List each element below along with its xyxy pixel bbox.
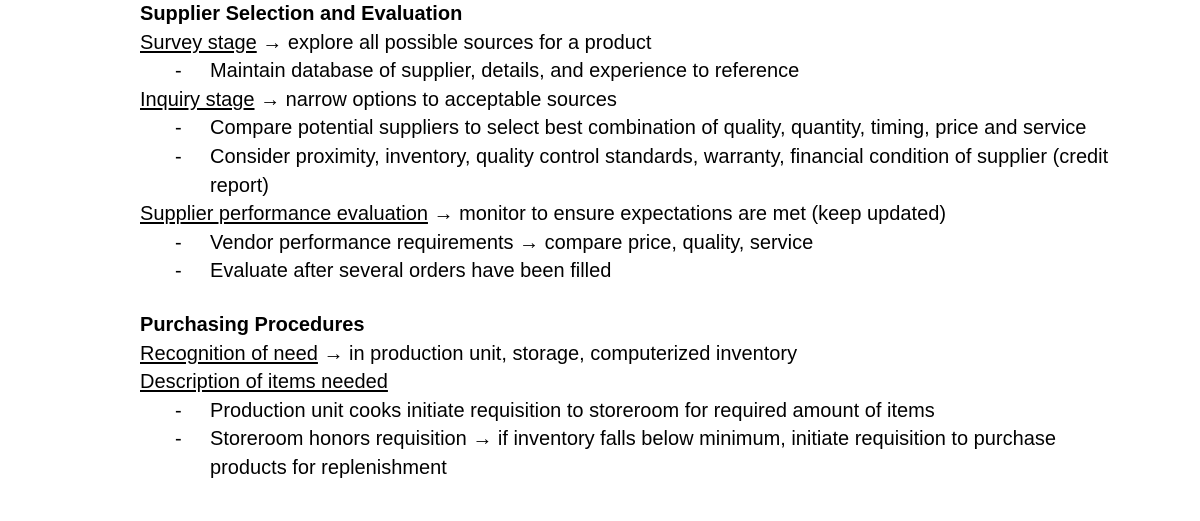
bullet-dash: - — [175, 117, 182, 140]
bullet-dash: - — [175, 399, 182, 422]
entry-text: → narrow options to acceptable sources — [254, 88, 617, 111]
term-recognition-of-need: Recognition of need — [140, 342, 318, 365]
bullet-text: Maintain database of supplier, details, and experience to reference — [210, 60, 800, 83]
section-spacer — [140, 286, 1140, 311]
term-supplier-performance-evaluation: Supplier performance evaluation — [140, 203, 428, 226]
bullet-item — [140, 143, 1110, 200]
bullet-text: Evaluate after several orders have been filled — [210, 260, 612, 283]
bullet-text: Compare potential suppliers to select best combination of quality, quantity, timing, price and service — [210, 117, 1087, 140]
bullet-text: Storeroom honors requisition → if inventory falls below minimum, initiate requisition to purchase products for replenishment — [210, 428, 1056, 479]
document-body — [140, 0, 1140, 483]
bullet-item — [140, 257, 1110, 286]
entry-text: → in production unit, storage, computerized inventory — [317, 342, 798, 365]
entry-description-of-items-needed — [140, 368, 1140, 397]
bullet-text: Production unit cooks initiate requisition to storeroom for required amount of items — [210, 399, 935, 422]
bullet-dash: - — [175, 231, 182, 254]
entry-recognition-of-need — [140, 340, 1140, 369]
bullet-item — [140, 114, 1110, 143]
section-heading-purchasing-procedures: Purchasing Procedures — [140, 313, 365, 336]
bullet-text: Consider proximity, inventory, quality control standards, warranty, financial condition of supplier (credit report) — [210, 145, 1109, 197]
bullet-item — [140, 57, 1110, 86]
term-description-of-items-needed: Description of items needed — [140, 371, 388, 394]
term-survey-stage: Survey stage — [140, 31, 257, 54]
section-heading-supplier-selection: Supplier Selection and Evaluation — [140, 3, 463, 25]
entry-inquiry-stage — [140, 86, 1140, 115]
bullet-dash: - — [175, 428, 182, 451]
bullet-dash: - — [175, 145, 182, 168]
entry-survey-stage — [140, 29, 1140, 58]
entry-text: → monitor to ensure expectations are met (keep updated) — [427, 203, 947, 226]
entry-text: → explore all possible sources for a product — [256, 31, 652, 54]
term-inquiry-stage: Inquiry stage — [140, 88, 255, 111]
bullet-item — [140, 229, 1110, 258]
bullet-text: Vendor performance requirements → compare price, quality, service — [210, 231, 814, 254]
bullet-item — [140, 397, 1110, 426]
bullet-item — [140, 425, 1110, 482]
bullet-dash: - — [175, 60, 182, 83]
bullet-dash: - — [175, 260, 182, 283]
entry-supplier-performance-evaluation — [140, 200, 1140, 229]
